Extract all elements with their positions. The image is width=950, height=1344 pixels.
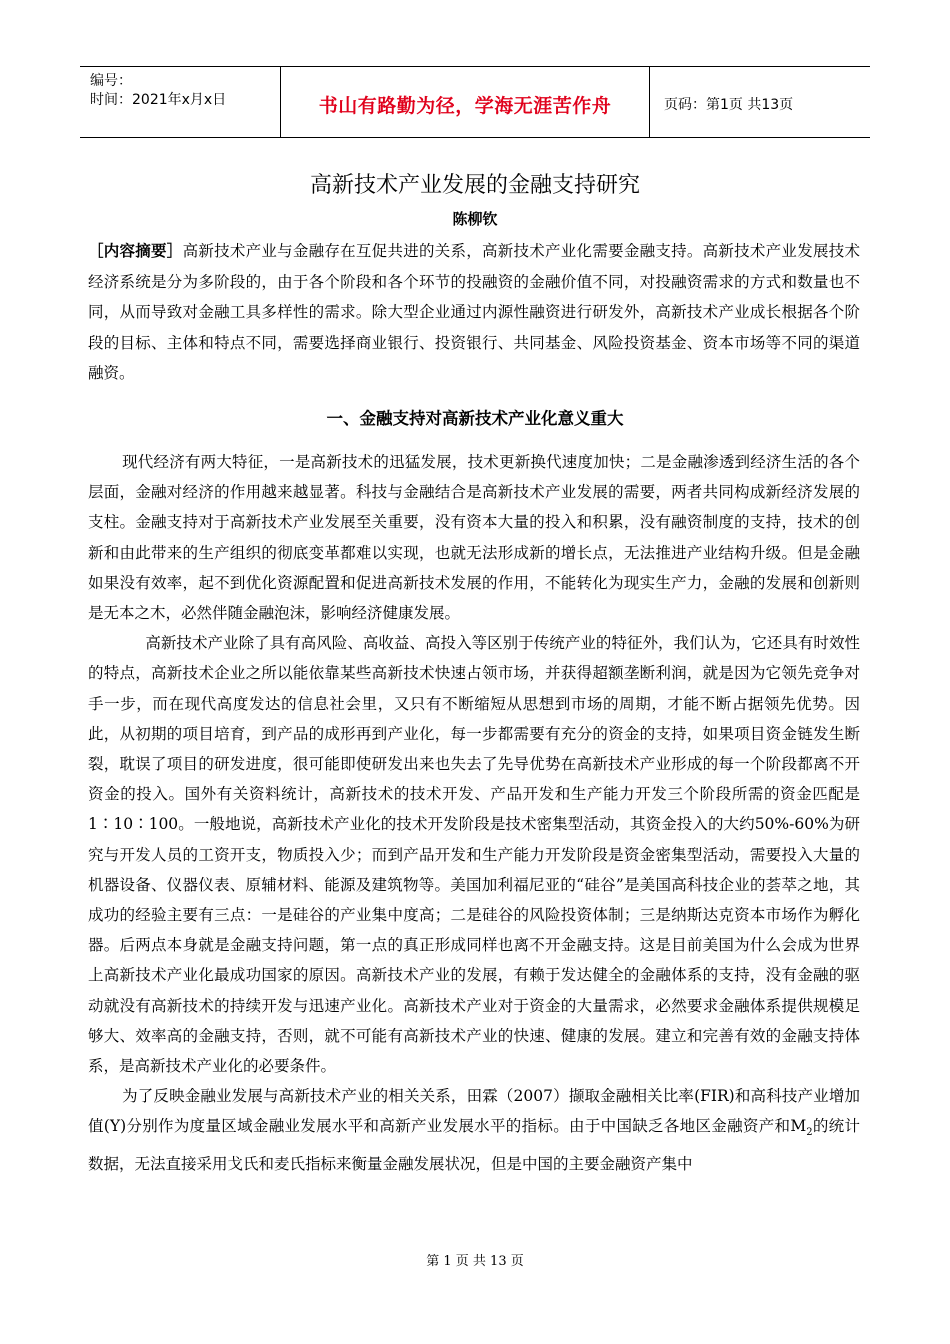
header-left-cell [80,67,280,137]
abstract-text: 高新技术产业与金融存在互促共进的关系，高新技术产业化需要金融支持。高新技术产业发展技术经济系统是分为多阶段的，由于各个阶段和各个环节的投融资的金融价值不同，对投融资需求的方式和数量也不同，从而导致对金融工具多样性的需求。除大型企业通过内源性融资进行研发外，高新技术产业成长根据各个阶段的目标、主体和特点不同，需要选择商业银行、投资银行、共同基金、风险投资基金、资本市场等不同的渠道融资。 [88,242,860,382]
paragraph-text: 的统计数据，无法直接采用戈氏和麦氏指标来衡量金融发展状况，但是中国的主要金融资产集中 [88,1117,860,1173]
header-table [80,66,870,138]
abstract-label: ［内容摘要］ [88,242,183,260]
paragraph-text: 为了反映金融业发展与高新技术产业的相关关系，田霖（2007）撷取金融相关比率(FIR)和高科技产业增加值(Y)分别作为度量区域金融业发展水平和高新产业发展水平的指标。由于中国缺乏各地区金融资产和M [88,1087,860,1136]
body-text [88,447,860,1179]
page-info: 页码：第1页 共13页 [664,97,794,113]
abstract [88,236,860,389]
motto-text: 书山有路勤为径，学海无涯苦作舟 [318,95,612,117]
header-right-cell [650,67,870,137]
paragraph [88,1081,860,1179]
number-label: 编号： [90,73,132,89]
time-label: 时间：2021年x月x日 [90,92,227,108]
document-title: 高新技术产业发展的金融支持研究 [309,173,640,198]
page-footer: 第 1 页 共 13 页 [426,1254,524,1269]
subscript: 2 [806,1127,813,1139]
paragraph: 高新技术产业除了具有高风险、高收益、高投入等区别于传统产业的特征外，我们认为，它还具有时效性的特点，高新技术企业之所以能依靠某些高新技术快速占领市场，并获得超额垄断利润，就是因为它领先竞争对手一步，而在现代高度发达的信息社会里，又只有不断缩短从思想到市场的周期，才能不断占据领先优势。因此，从初期的项目培育，到产品的成形再到产业化，每一步都需要有充分的资金的支持，如果项目资金链发生断裂，耽误了项目的研发进度，很可能即使研发出来也失去了先导优势在高新技术产业形成的每一个阶段都离不开资金的投入。国外有关资料统计，高新技术的技术开发、产品开发和生产能力开发三个阶段所需的资金匹配是1∶10∶100。一般地说，高新技术产业化的技术开发阶段是技术密集型活动，其资金投入的大约50%-60%为研究与开发人员的工资开支，物质投入少；而到产品开发和生产能力开发阶段是资金密集型活动，需要投入大量的机器设备、仪器仪表、原辅材料、能源及建筑物等。美国加利福尼亚的“硅谷”是美国高科技企业的荟萃之地，其成功的经验主要有三点：一是硅谷的产业集中度高；二是硅谷的风险投资体制；三是纳斯达克资本市场作为孵化器。后两点本身就是金融支持问题，第一点的真正形成同样也离不开金融支持。这是目前美国为什么会成为世界上高新技术产业化最成功国家的原因。高新技术产业的发展，有赖于发达健全的金融体系的支持，没有金融的驱动就没有高新技术的持续开发与迅速产业化。高新技术产业对于资金的大量需求，必然要求金融体系提供规模足够大、效率高的金融支持，否则，就不可能有高新技术产业的快速、健康的发展。建立和完善有效的金融支持体系，是高新技术产业化的必要条件。 [88,634,860,1076]
header-middle-cell [280,67,650,137]
paragraph: 现代经济有两大特征，一是高新技术的迅猛发展，技术更新换代速度加快；二是金融渗透到经济生活的各个层面，金融对经济的作用越来越显著。科技与金融结合是高新技术产业发展的需要，两者共同构成新经济发展的支柱。金融支持对于高新技术产业发展至关重要，没有资本大量的投入和积累，没有融资制度的支持，技术的创新和由此带来的生产组织的彻底变革都难以实现，也就无法形成新的增长点，无法推进产业结构升级。但是金融如果没有效率，起不到优化资源配置和促进高新技术发展的作用，不能转化为现实生产力，金融的发展和创新则是无本之木，必然伴随金融泡沫，影响经济健康发展。 [88,453,860,623]
document-author: 陈柳钦 [452,210,498,228]
section-heading: 一、金融支持对高新技术产业化意义重大 [326,409,624,428]
